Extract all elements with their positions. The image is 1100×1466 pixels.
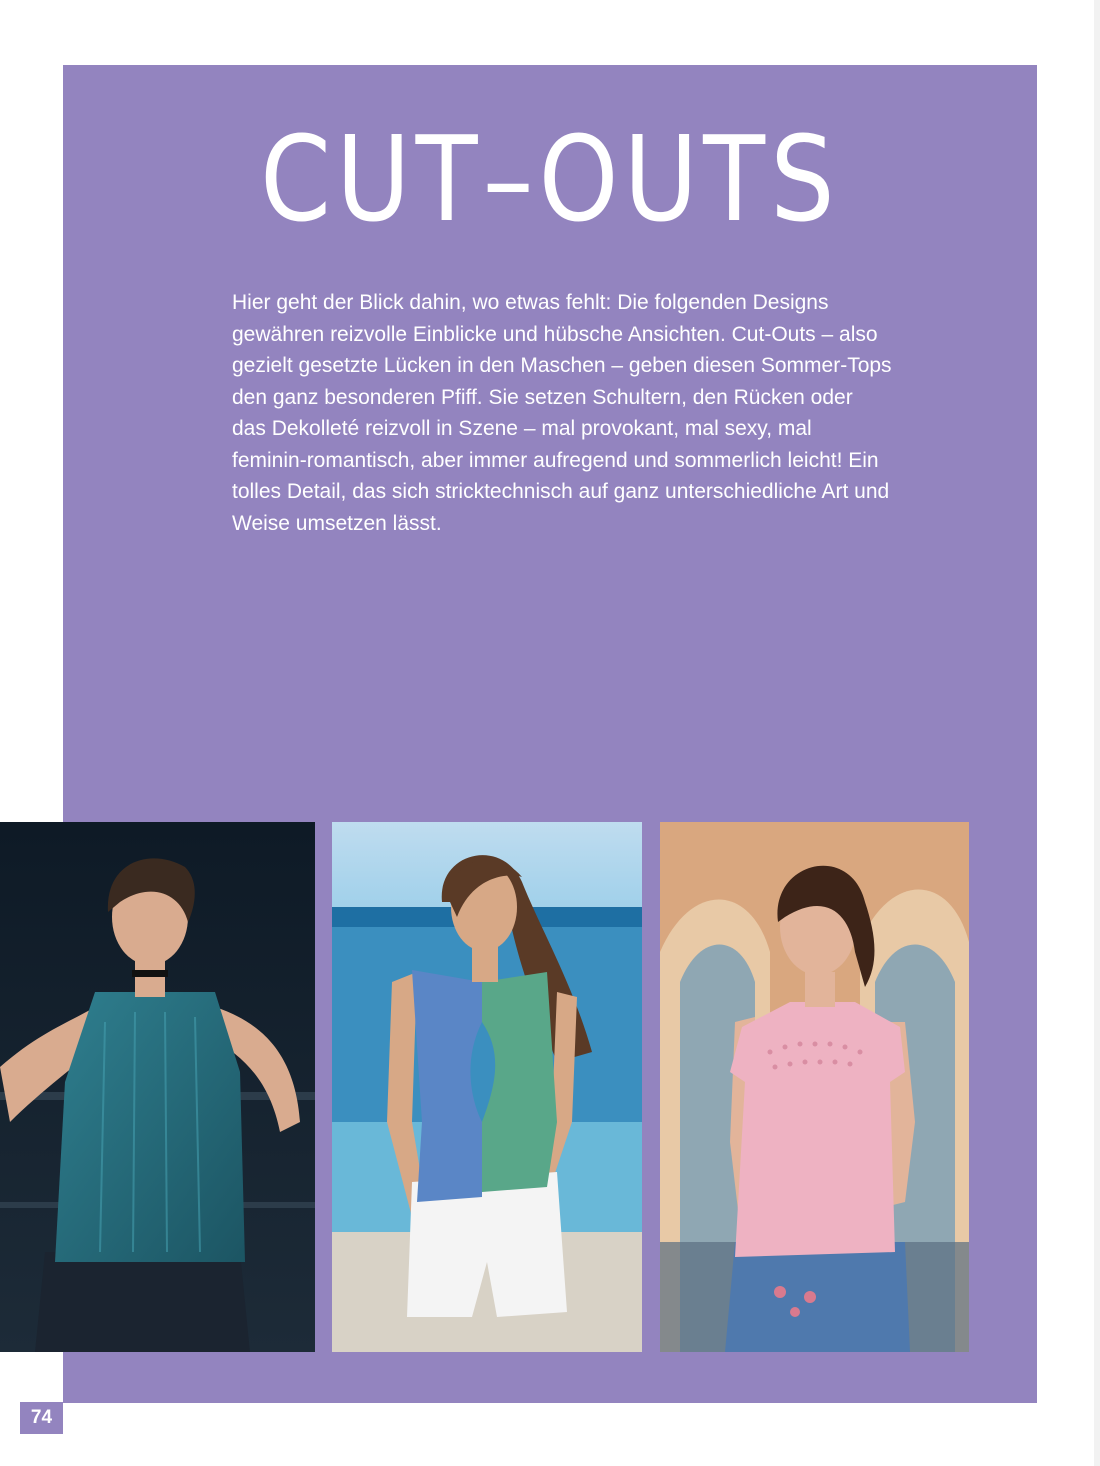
page-edge <box>1094 0 1100 1466</box>
photo-teal-top <box>0 822 315 1352</box>
intro-text: Hier geht der Blick dahin, wo etwas fehlt: Die folgenden Designs gewähren reizvolle Einblicke und hübsche Ansichten. Cut-Outs – also gezielt gesetzte Lücken in den Maschen – geben diesen Sommer-Tops den ganz besonderen Pfiff. Sie setzen Schultern, den Rücken oder das Dekolleté reizvoll in Szene – mal provokant, mal sexy, mal feminin-romantisch, aber immer aufregend und sommerlich leicht! Ein tolles Detail, das sich stricktechnisch auf ganz unterschiedliche Art und Weise umsetzen lässt. <box>232 291 892 535</box>
photo-pink-top <box>660 822 969 1352</box>
page-number: 74 <box>20 1402 63 1434</box>
page-title: CUT–OUTS <box>260 110 840 248</box>
photo-blue-green-top <box>332 822 642 1352</box>
